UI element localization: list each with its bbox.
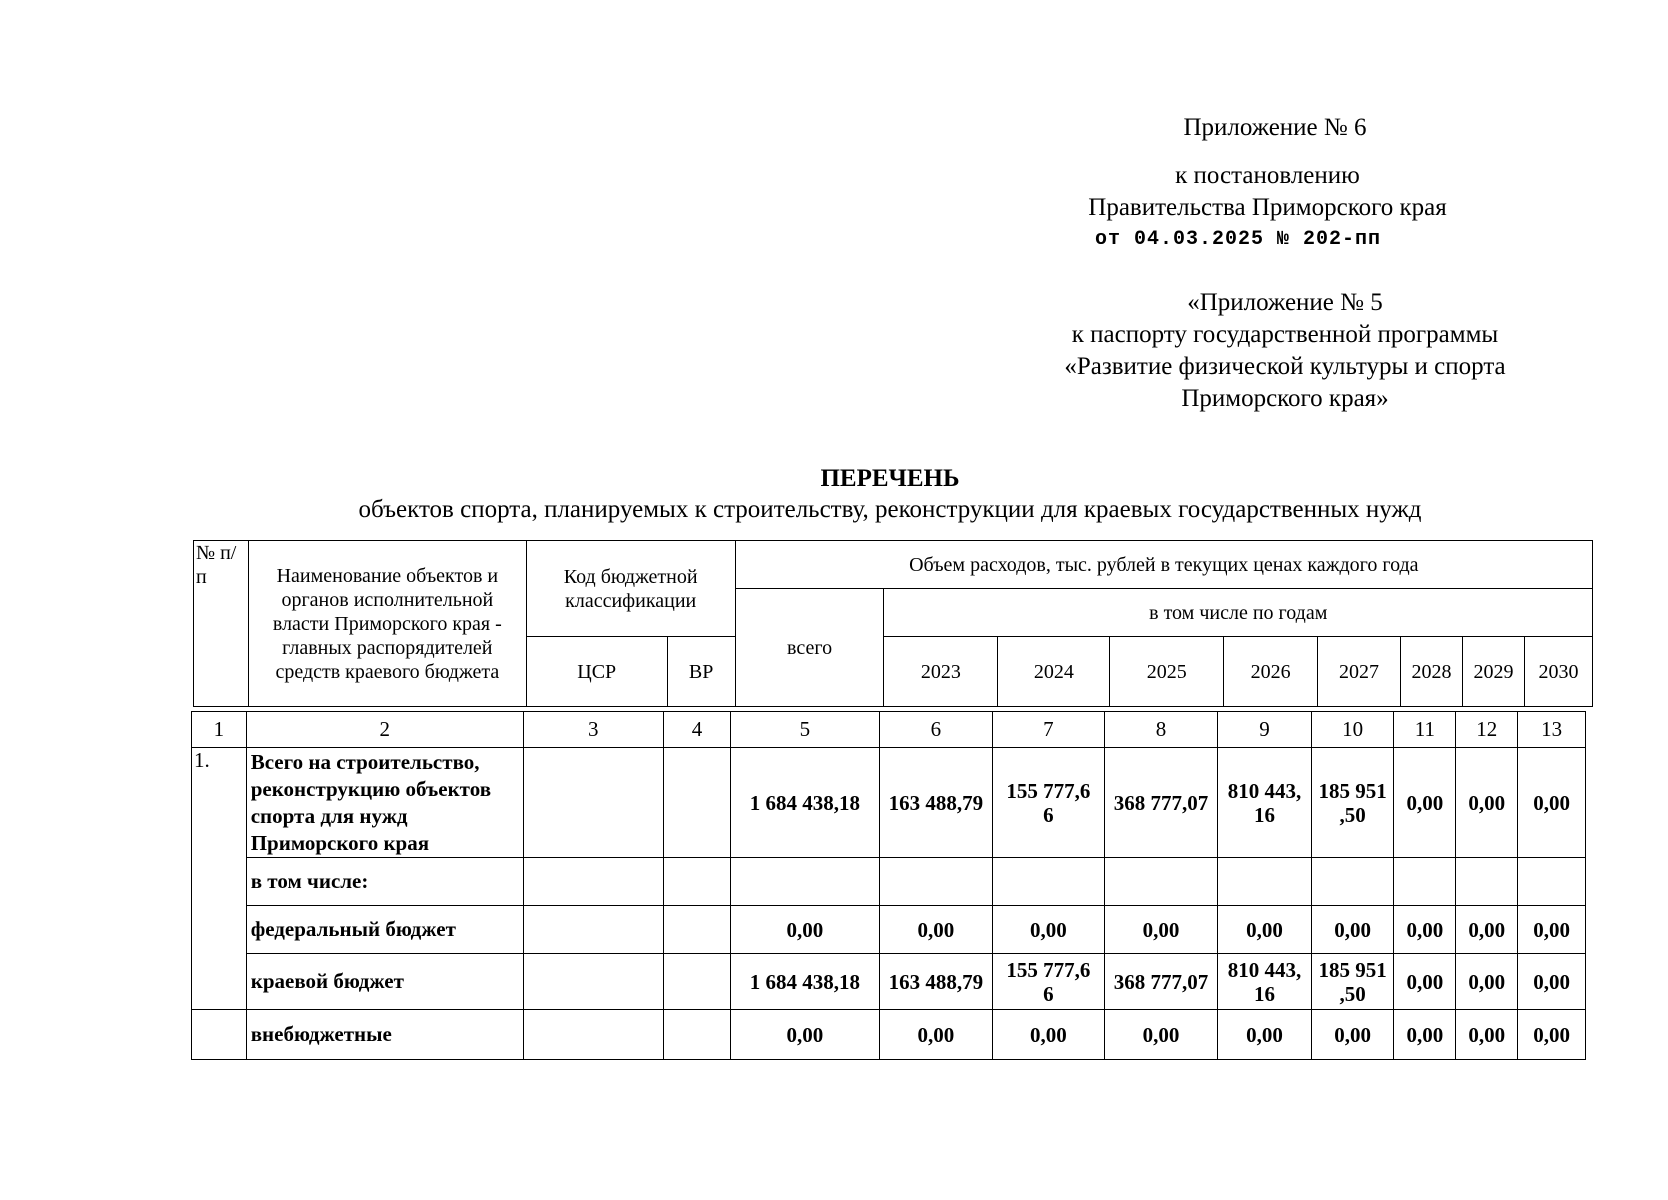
col-header-year: 2029 (1462, 637, 1524, 707)
annex5-line-3: «Развитие физической культуры и спорта (1064, 353, 1506, 380)
year-value-cell: 155 777,6 6 (993, 954, 1105, 1010)
total-value-cell (731, 858, 879, 906)
col-header-name: Наименование объектов и органов исполнительной власти Приморского края - главных распорядителей средств краевого бюджета (248, 541, 526, 707)
year-value-cell: 0,00 (1218, 1010, 1312, 1060)
column-number: 10 (1311, 712, 1394, 748)
document-title: ПЕРЕЧЕНЬ (820, 465, 960, 492)
csr-cell (523, 748, 663, 858)
year-value-cell: 0,00 (1311, 1010, 1394, 1060)
total-value-cell: 0,00 (731, 1010, 879, 1060)
column-number: 13 (1518, 712, 1586, 748)
row-name: краевой бюджет (246, 954, 523, 1010)
col-header-year: 2028 (1401, 637, 1463, 707)
col-header-volume: Объем расходов, тыс. рублей в текущих ценах каждого года (735, 541, 1592, 589)
year-value-cell (1104, 858, 1218, 906)
col-header-year: 2024 (998, 637, 1110, 707)
year-value-cell: 0,00 (1456, 748, 1518, 858)
csr-cell (523, 858, 663, 906)
year-value-cell: 368 777,07 (1104, 748, 1218, 858)
year-value-cell: 0,00 (993, 1010, 1105, 1060)
total-value-cell: 1 684 438,18 (731, 954, 879, 1010)
column-number: 2 (246, 712, 523, 748)
csr-cell (523, 1010, 663, 1060)
annex5-line-2: к паспорту государственной программы (1071, 321, 1499, 348)
col-header-year: 2026 (1224, 637, 1318, 707)
year-value-cell: 185 951 ,50 (1311, 748, 1394, 858)
vr-cell (663, 906, 731, 954)
year-value-cell: 0,00 (1394, 748, 1456, 858)
year-value-cell: 0,00 (1456, 954, 1518, 1010)
total-value-cell: 0,00 (731, 906, 879, 954)
year-value-cell: 163 488,79 (879, 748, 993, 858)
annex-5-reference (1015, 287, 1555, 415)
year-value-cell: 0,00 (1394, 1010, 1456, 1060)
row-name: Всего на строительство, реконструкцию объектов спорта для нужд Приморского края (246, 748, 523, 858)
year-value-cell (879, 858, 993, 906)
column-number: 12 (1456, 712, 1518, 748)
year-value-cell (1518, 858, 1586, 906)
column-number: 3 (523, 712, 663, 748)
vr-cell (663, 954, 731, 1010)
vr-cell (663, 748, 731, 858)
year-value-cell: 0,00 (1394, 906, 1456, 954)
year-value-cell: 0,00 (1518, 954, 1586, 1010)
table-row (192, 748, 1586, 858)
year-value-cell: 0,00 (1456, 1010, 1518, 1060)
col-header-total: всего (735, 589, 884, 707)
year-value-cell (1311, 858, 1394, 906)
year-value-cell: 0,00 (1456, 906, 1518, 954)
csr-cell (523, 954, 663, 1010)
column-number: 4 (663, 712, 731, 748)
annex5-line-1: «Приложение № 5 (1187, 289, 1383, 316)
year-value-cell (993, 858, 1105, 906)
col-header-vr: ВР (667, 637, 735, 707)
column-number: 8 (1104, 712, 1218, 748)
table-row (192, 954, 1586, 1010)
col-header-year: 2030 (1524, 637, 1592, 707)
row-number (192, 1010, 247, 1060)
col-header-number: № п/п (194, 541, 249, 707)
decree-reference (1030, 160, 1505, 256)
government-line: Правительства Приморского края (1088, 194, 1447, 221)
data-table (191, 711, 1586, 1060)
year-value-cell (1456, 858, 1518, 906)
row-name: внебюджетные (246, 1010, 523, 1060)
year-value-cell: 0,00 (993, 906, 1105, 954)
row-name: федеральный бюджет (246, 906, 523, 954)
decree-number: от 04.03.2025 № 202-пп (1095, 228, 1382, 251)
col-header-kbk: Код бюджетной классификации (526, 541, 735, 637)
year-value-cell: 155 777,6 6 (993, 748, 1105, 858)
col-header-by-years: в том числе по годам (884, 589, 1593, 637)
csr-cell (523, 906, 663, 954)
table-row (192, 1010, 1586, 1060)
col-header-year: 2027 (1318, 637, 1401, 707)
year-value-cell: 0,00 (1218, 906, 1312, 954)
year-value-cell: 810 443, 16 (1218, 748, 1312, 858)
row-number: 1. (192, 748, 247, 1010)
year-value-cell: 810 443, 16 (1218, 954, 1312, 1010)
vr-cell (663, 858, 731, 906)
column-number: 5 (731, 712, 879, 748)
table-header (193, 540, 1593, 707)
year-value-cell: 0,00 (1394, 954, 1456, 1010)
table-row (192, 858, 1586, 906)
total-value-cell: 1 684 438,18 (731, 748, 879, 858)
year-value-cell: 0,00 (879, 1010, 993, 1060)
year-value-cell (1218, 858, 1312, 906)
to-decree-line: к постановлению (1175, 162, 1360, 189)
column-number: 1 (192, 712, 247, 748)
col-header-year: 2025 (1110, 637, 1224, 707)
column-number: 6 (879, 712, 993, 748)
year-value-cell: 368 777,07 (1104, 954, 1218, 1010)
year-value-cell: 185 951 ,50 (1311, 954, 1394, 1010)
vr-cell (663, 1010, 731, 1060)
col-header-csr: ЦСР (526, 637, 667, 707)
year-value-cell: 0,00 (879, 906, 993, 954)
table-row (192, 906, 1586, 954)
year-value-cell: 0,00 (1311, 906, 1394, 954)
col-header-year: 2023 (884, 637, 998, 707)
year-value-cell: 0,00 (1104, 1010, 1218, 1060)
year-value-cell: 0,00 (1518, 906, 1586, 954)
year-value-cell (1394, 858, 1456, 906)
column-number-row (192, 712, 1586, 748)
annex5-line-4: Приморского края» (1181, 385, 1389, 412)
annex-6-label: Приложение № 6 (1183, 114, 1367, 141)
year-value-cell: 163 488,79 (879, 954, 993, 1010)
year-value-cell: 0,00 (1518, 1010, 1586, 1060)
year-value-cell: 0,00 (1104, 906, 1218, 954)
year-value-cell: 0,00 (1518, 748, 1586, 858)
column-number: 11 (1394, 712, 1456, 748)
column-number: 9 (1218, 712, 1312, 748)
column-number: 7 (993, 712, 1105, 748)
document-subtitle: объектов спорта, планируемых к строительству, реконструкции для краевых государственных нужд (358, 496, 1422, 523)
row-name: в том числе: (246, 858, 523, 906)
